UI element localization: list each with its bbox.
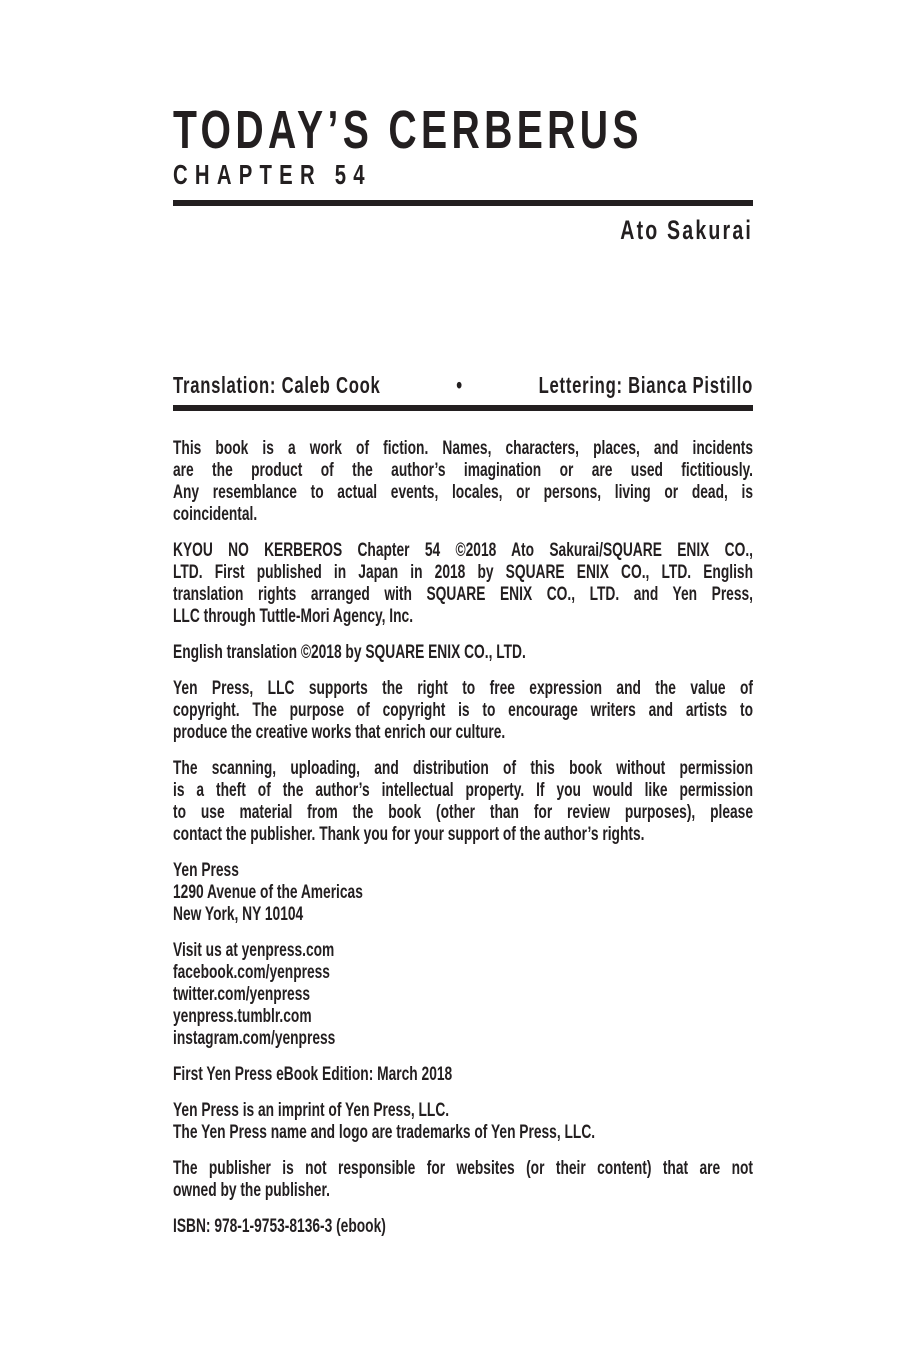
paragraph-edition-note — [173, 1064, 753, 1086]
text-line: is a theft of the author’s intellectual property. If you would like permission — [173, 780, 753, 801]
chapter-heading: CHAPTER 54 — [173, 159, 372, 190]
text-line: are the product of the author’s imagination or are used fictitiously. — [173, 460, 753, 481]
paragraph-fiction-disclaimer — [173, 438, 753, 526]
text-line: This book is a work of fiction. Names, characters, places, and incidents — [173, 438, 753, 459]
divider-credits — [173, 405, 753, 411]
text-line: instagram.com/yenpress — [173, 1028, 336, 1049]
divider-title — [173, 200, 753, 206]
text-line: LLC through Tuttle-Mori Agency, Inc. — [173, 606, 414, 627]
text-line: ISBN: 978-1-9753-8136-3 (ebook) — [173, 1216, 386, 1237]
text-line: owned by the publisher. — [173, 1180, 330, 1201]
text-line: copyright. The purpose of copyright is to encourage writers and artists to — [173, 700, 753, 721]
text-line: facebook.com/yenpress — [173, 962, 330, 983]
paragraph-copyright-original — [173, 540, 753, 628]
text-line: First Yen Press eBook Edition: March 2018 — [173, 1064, 453, 1085]
translation-credit: Translation: Caleb Cook — [173, 372, 381, 398]
paragraph-copyright-translation — [173, 642, 753, 664]
paragraph-isbn — [173, 1216, 753, 1238]
legal-text-block — [173, 438, 753, 1252]
text-line: Visit us at yenpress.com — [173, 940, 335, 961]
paragraph-website-disclaimer — [173, 1158, 753, 1202]
text-line: KYOU NO KERBEROS Chapter 54 ©2018 Ato Sakurai/SQUARE ENIX CO., — [173, 540, 753, 561]
text-line: English translation ©2018 by SQUARE ENIX CO., LTD. — [173, 642, 526, 663]
text-line: The publisher is not responsible for websites (or their content) that are not — [173, 1158, 753, 1179]
text-line: Yen Press — [173, 860, 239, 881]
text-line: twitter.com/yenpress — [173, 984, 311, 1005]
book-title: TODAY’S CERBERUS — [173, 100, 643, 160]
paragraph-publisher-address — [173, 860, 753, 926]
text-line: The scanning, uploading, and distribution of this book without permission — [173, 758, 753, 779]
text-line: The Yen Press name and logo are trademarks of Yen Press, LLC. — [173, 1122, 596, 1143]
lettering-credit: Lettering: Bianca Pistillo — [538, 372, 753, 398]
text-line: yenpress.tumblr.com — [173, 1006, 312, 1027]
bullet-separator-icon: • — [456, 372, 463, 398]
text-line: 1290 Avenue of the Americas — [173, 882, 363, 903]
text-line: Any resemblance to actual events, locales, or persons, living or dead, is — [173, 482, 753, 503]
text-line: Yen Press is an imprint of Yen Press, LLC. — [173, 1100, 450, 1121]
text-line: translation rights arranged with SQUARE ENIX CO., LTD. and Yen Press, — [173, 584, 753, 605]
paragraph-imprint-note — [173, 1100, 753, 1144]
text-line: LTD. First published in Japan in 2018 by SQUARE ENIX CO., LTD. English — [173, 562, 753, 583]
text-line: coincidental. — [173, 504, 258, 525]
paragraph-piracy-notice — [173, 758, 753, 846]
paragraph-publisher-links — [173, 940, 753, 1050]
credits-line — [173, 373, 753, 397]
text-line: New York, NY 10104 — [173, 904, 304, 925]
paragraph-free-expression-notice — [173, 678, 753, 744]
text-line: to use material from the book (other than for review purposes), please — [173, 802, 753, 823]
text-line: produce the creative works that enrich our culture. — [173, 722, 506, 743]
text-line: Yen Press, LLC supports the right to free expression and the value of — [173, 678, 753, 699]
text-line: contact the publisher. Thank you for your support of the author’s rights. — [173, 824, 645, 845]
author-name: Ato Sakurai — [620, 215, 753, 245]
